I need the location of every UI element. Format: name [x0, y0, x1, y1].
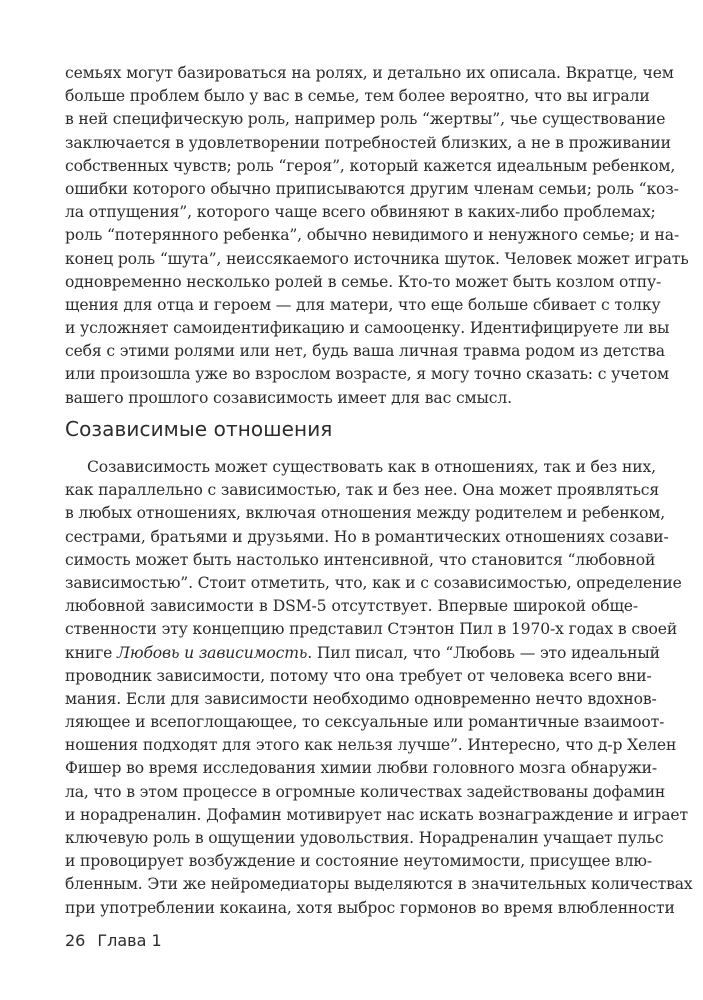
text-fragment: книге [65, 643, 117, 662]
text-line: Фишер во время исследования химии любви головного мозга обнаружи- [65, 759, 657, 778]
text-line: одновременно несколько ролей в семье. Кто-то может быть козлом отпу- [65, 272, 662, 291]
text-line: любовной зависимости в DSM-5 отсутствует. Впервые широкой обще- [65, 597, 638, 616]
paragraph-family-roles [65, 62, 689, 410]
text-line: больше проблем было у вас в семье, тем более вероятно, что вы играли [65, 87, 650, 106]
text-line: ношения подходят для этого как нельзя лучше”. Интересно, что д-р Хелен [65, 736, 677, 755]
text-line: ла отпущения”, которого чаще всего обвиняют в каких-либо проблемах; [65, 203, 656, 222]
text-line: как параллельно с зависимостью, так и без нее. Она может проявляться [65, 481, 660, 500]
text-line: и норадреналин. Дофамин мотивирует нас искать вознаграждение и играет [65, 805, 688, 824]
text-line: заключается в удовлетворении потребностей близких, а не в проживании [65, 133, 671, 152]
text-line: конец роль “шута”, неиссякаемого источника шуток. Человек может играть [65, 249, 689, 268]
text-line: и провоцирует возбуждение и состояние неутомимости, присущее влю- [65, 852, 652, 871]
text-line: в любых отношениях, включая отношения между родителем и ребенком, [65, 504, 666, 523]
paragraph-codependent-relationships [65, 456, 693, 920]
text-line: ляющее и всепоглощающее, то сексуальные или романтичные взаимоот- [65, 713, 665, 732]
text-line: и усложняет самоидентификацию и самооценку. Идентифицируете ли вы [65, 319, 670, 338]
page-footer [65, 930, 162, 952]
text-fragment: . Пил писал, что “Любовь — это идеальный [307, 643, 660, 662]
text-line-with-book-title [65, 642, 660, 665]
text-line: бленным. Эти же нейромедиаторы выделяются в значительных количествах [65, 875, 693, 894]
text-line: ключевую роль в ощущении удовольствия. Норадреналин учащает пульс [65, 829, 664, 847]
text-line: семьях могут базироваться на ролях, и детально их описала. Вкратце, чем [65, 64, 674, 82]
text-line: сестрами, братьями и друзьями. Но в романтических отношениях созави- [65, 527, 669, 546]
page-number: 26 [65, 931, 86, 950]
text-line: в ней специфическую роль, например роль “жертвы”, чье существование [65, 110, 666, 129]
text-line: ственности эту концепцию представил Стэнтон Пил в 1970-х годах в своей [65, 620, 678, 639]
text-line: симость может быть настолько интенсивной, что становится “любовной [65, 550, 656, 569]
text-line: собственных чувств; роль “героя”, который кажется идеальным ребенком, [65, 156, 676, 175]
text-line: или произошла уже во взрослом возрасте, я могу точно сказать: с учетом [65, 365, 670, 384]
text-line: ла, что в этом процессе в огромные количествах задействованы дофамин [65, 782, 666, 801]
chapter-label: Глава 1 [97, 931, 162, 950]
text-line: ошибки которого обычно приписываются другим членам семьи; роль “коз- [65, 179, 679, 198]
text-line: роль “потерянного ребенка”, обычно невидимого и ненужного семье; и на- [65, 226, 680, 245]
text-line: себя с этими ролями или нет, будь ваша личная травма родом из детства [65, 342, 665, 361]
section-heading: Созависимые отношения [65, 417, 333, 441]
text-line: проводник зависимости, потому что она требует от человека всего вни- [65, 666, 652, 685]
text-line: зависимостью”. Стоит отметить, что, как и с созависимостью, определение [65, 573, 682, 592]
text-line: мания. Если для зависимости необходимо одновременно нечто вдохнов- [65, 689, 657, 708]
text-line: при употреблении кокаина, хотя выброс гормонов во время влюбленности [65, 898, 675, 917]
text-line: вашего прошлого созависимость имеет для вас смысл. [65, 388, 512, 407]
book-title: Любовь и зависимость [117, 643, 308, 662]
text-line: щения для отца и героем — для матери, что еще больше сбивает с толку [65, 295, 661, 314]
text-line: Созависимость может существовать как в отношениях, так и без них, [87, 458, 656, 476]
